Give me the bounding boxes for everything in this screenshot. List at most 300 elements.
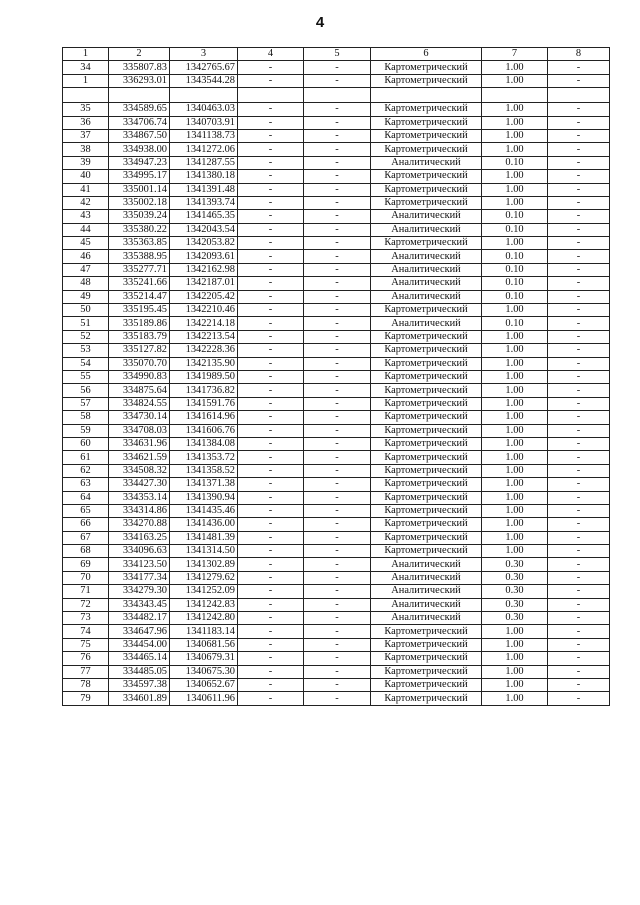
table-cell: 1341481.39 [170, 531, 238, 544]
table-row [63, 304, 610, 317]
table-cell: 1341314.50 [170, 545, 238, 558]
table-cell: 77 [63, 665, 109, 678]
table-cell: 52 [63, 330, 109, 343]
table-cell: 0.10 [482, 223, 548, 236]
table-cell: 57 [63, 397, 109, 410]
table-cell: 75 [63, 638, 109, 651]
table-cell: Картометрический [371, 665, 482, 678]
table-cell: - [548, 330, 610, 343]
table-cell: 1.00 [482, 116, 548, 129]
table-row [63, 196, 610, 209]
table-cell: - [548, 692, 610, 705]
table-cell: - [304, 304, 371, 317]
table-cell: - [304, 397, 371, 410]
table-cell: - [304, 424, 371, 437]
table-row [63, 437, 610, 450]
table-row [63, 598, 610, 611]
table-cell: Аналитический [371, 571, 482, 584]
table-cell: - [238, 411, 304, 424]
table-cell: 1341435.46 [170, 504, 238, 517]
table-cell: 1341242.83 [170, 598, 238, 611]
table-cell: 334601.89 [109, 692, 170, 705]
table-cell: - [238, 196, 304, 209]
table-cell: - [304, 625, 371, 638]
table-cell: - [304, 598, 371, 611]
table-cell [109, 88, 170, 103]
table-cell: - [238, 585, 304, 598]
table-cell: 1.00 [482, 74, 548, 87]
table-row [63, 464, 610, 477]
table-row [63, 103, 610, 116]
table-cell: - [238, 290, 304, 303]
table-cell: Картометрический [371, 196, 482, 209]
page-number: 4 [315, 14, 325, 31]
table-cell: - [238, 370, 304, 383]
table-cell: Аналитический [371, 210, 482, 223]
table-cell: - [238, 263, 304, 276]
table-cell: - [548, 170, 610, 183]
table-cell: 0.30 [482, 558, 548, 571]
table-cell: - [548, 545, 610, 558]
table-cell: 1.00 [482, 504, 548, 517]
table-cell: 0.10 [482, 210, 548, 223]
table-cell: Картометрический [371, 397, 482, 410]
table-cell: 70 [63, 571, 109, 584]
table-row [63, 397, 610, 410]
table-cell: 1.00 [482, 143, 548, 156]
table-row [63, 504, 610, 517]
table-cell: 1341393.74 [170, 196, 238, 209]
table-row [63, 625, 610, 638]
column-header-8: 8 [548, 48, 610, 61]
table-cell: 1.00 [482, 665, 548, 678]
table-cell: Картометрический [371, 116, 482, 129]
table-cell: 335001.14 [109, 183, 170, 196]
table-cell: - [548, 598, 610, 611]
table-cell: 49 [63, 290, 109, 303]
table-cell: 71 [63, 585, 109, 598]
table-cell: - [548, 411, 610, 424]
table-header [63, 48, 610, 61]
table-cell: 50 [63, 304, 109, 317]
table-cell: 1.00 [482, 237, 548, 250]
table-cell: 334270.88 [109, 518, 170, 531]
table-cell: - [238, 397, 304, 410]
table-cell: 1 [63, 74, 109, 87]
table-cell: 1341279.62 [170, 571, 238, 584]
table-row [63, 237, 610, 250]
table-cell: 1.00 [482, 545, 548, 558]
table-row [63, 424, 610, 437]
table-cell: 334279.30 [109, 585, 170, 598]
column-header-2: 2 [109, 48, 170, 61]
table-row [63, 411, 610, 424]
table-cell: - [304, 451, 371, 464]
table-row [63, 116, 610, 129]
table-cell: - [238, 424, 304, 437]
table-cell: 1342228.36 [170, 344, 238, 357]
table-cell: 1340703.91 [170, 116, 238, 129]
table-cell: 47 [63, 263, 109, 276]
table-cell: 59 [63, 424, 109, 437]
table-cell: - [548, 370, 610, 383]
table-cell: Картометрический [371, 491, 482, 504]
table-cell: 1342765.67 [170, 61, 238, 74]
table-cell: 1341391.48 [170, 183, 238, 196]
table-cell: 1.00 [482, 344, 548, 357]
table-cell: 0.30 [482, 612, 548, 625]
table-row [63, 61, 610, 74]
table-cell: 335388.95 [109, 250, 170, 263]
table-cell: 1341353.72 [170, 451, 238, 464]
table-row [63, 277, 610, 290]
table-cell: 1341465.35 [170, 210, 238, 223]
table-cell: Аналитический [371, 223, 482, 236]
table-cell: - [238, 156, 304, 169]
table-row [63, 74, 610, 87]
table-cell: 335214.47 [109, 290, 170, 303]
table-cell: - [238, 692, 304, 705]
table-cell: Картометрический [371, 531, 482, 544]
table-cell: 44 [63, 223, 109, 236]
table-cell: 334465.14 [109, 652, 170, 665]
table-cell: 1.00 [482, 625, 548, 638]
table-cell: 335277.71 [109, 263, 170, 276]
table-cell: 334621.59 [109, 451, 170, 464]
table-cell: 1341436.00 [170, 518, 238, 531]
table-row [63, 612, 610, 625]
table-cell: - [238, 545, 304, 558]
table-cell: - [238, 478, 304, 491]
table-row [63, 344, 610, 357]
table-cell: 1341358.52 [170, 464, 238, 477]
table-cell: - [548, 384, 610, 397]
table-cell: - [548, 437, 610, 450]
coordinates-table [62, 47, 610, 706]
table-cell: - [238, 571, 304, 584]
table-cell: Картометрический [371, 451, 482, 464]
table-cell: - [238, 504, 304, 517]
table-cell: Аналитический [371, 156, 482, 169]
table-cell: 1.00 [482, 103, 548, 116]
table-cell: - [304, 210, 371, 223]
table-cell: - [304, 504, 371, 517]
table-cell: 335195.45 [109, 304, 170, 317]
table-cell: 1.00 [482, 478, 548, 491]
table-cell: 1342093.61 [170, 250, 238, 263]
table-cell: - [238, 491, 304, 504]
header-row [63, 48, 610, 61]
table-cell: 1342214.18 [170, 317, 238, 330]
table-cell: - [238, 304, 304, 317]
table-cell: - [548, 652, 610, 665]
table-cell: 73 [63, 612, 109, 625]
table-cell: - [304, 652, 371, 665]
table-cell: - [238, 531, 304, 544]
table-cell: 1340652.67 [170, 678, 238, 691]
table-cell: - [304, 290, 371, 303]
table-cell: 0.10 [482, 277, 548, 290]
table-cell: - [548, 638, 610, 651]
table-cell: - [238, 103, 304, 116]
table-row [63, 223, 610, 236]
table-cell: - [238, 116, 304, 129]
table-cell: 1341384.08 [170, 437, 238, 450]
table-cell: - [238, 357, 304, 370]
table-cell: 0.10 [482, 250, 548, 263]
table-cell: Аналитический [371, 558, 482, 571]
table-cell: - [238, 183, 304, 196]
table-cell: Картометрический [371, 437, 482, 450]
table-cell: Картометрический [371, 692, 482, 705]
table-cell: Картометрический [371, 678, 482, 691]
table-cell: 1.00 [482, 437, 548, 450]
table-cell: 1.00 [482, 61, 548, 74]
table-cell: - [548, 143, 610, 156]
table-cell: Картометрический [371, 237, 482, 250]
table-cell: Картометрический [371, 357, 482, 370]
table-row [63, 558, 610, 571]
table-cell: - [548, 665, 610, 678]
table-cell: 1341302.89 [170, 558, 238, 571]
table-cell: 1341614.96 [170, 411, 238, 424]
table-cell: - [548, 263, 610, 276]
column-header-3: 3 [170, 48, 238, 61]
table-cell: Картометрический [371, 183, 482, 196]
table-cell: - [548, 625, 610, 638]
column-header-4: 4 [238, 48, 304, 61]
table-cell: - [548, 103, 610, 116]
table-cell: Картометрический [371, 304, 482, 317]
table-cell: - [238, 652, 304, 665]
table-cell: - [304, 665, 371, 678]
table-cell: 334508.32 [109, 464, 170, 477]
table-cell: 37 [63, 129, 109, 142]
table-cell: 1342053.82 [170, 237, 238, 250]
table-cell: Аналитический [371, 250, 482, 263]
table-cell: Аналитический [371, 317, 482, 330]
table-cell: 335183.79 [109, 330, 170, 343]
table-cell: Картометрический [371, 344, 482, 357]
table-cell: 43 [63, 210, 109, 223]
table-row [63, 665, 610, 678]
table-cell: - [238, 384, 304, 397]
table-cell: 1.00 [482, 196, 548, 209]
table-cell: - [548, 504, 610, 517]
table-cell: - [238, 638, 304, 651]
table-cell: 55 [63, 370, 109, 383]
table-cell: - [304, 223, 371, 236]
table-cell: 74 [63, 625, 109, 638]
table-row [63, 692, 610, 705]
table-cell: - [238, 464, 304, 477]
table-cell: - [238, 625, 304, 638]
table-cell: 1341736.82 [170, 384, 238, 397]
table-cell: 334163.25 [109, 531, 170, 544]
table-cell: 39 [63, 156, 109, 169]
table-cell: - [304, 103, 371, 116]
table-cell: - [238, 143, 304, 156]
table-cell: Картометрический [371, 518, 482, 531]
table-cell: - [548, 237, 610, 250]
table-cell: - [548, 397, 610, 410]
table-cell: 61 [63, 451, 109, 464]
table-row [63, 652, 610, 665]
table-cell: - [304, 143, 371, 156]
table-cell: 334314.86 [109, 504, 170, 517]
table-cell: - [548, 451, 610, 464]
table-cell: - [548, 223, 610, 236]
table-cell: 0.10 [482, 290, 548, 303]
table-cell: Аналитический [371, 290, 482, 303]
table-cell: 334990.83 [109, 370, 170, 383]
table-cell: - [548, 424, 610, 437]
table-cell: - [304, 263, 371, 276]
table-cell: - [304, 384, 371, 397]
table-cell: 1341242.80 [170, 612, 238, 625]
table-cell: 1.00 [482, 692, 548, 705]
table-cell: 1342135.90 [170, 357, 238, 370]
table-cell: 0.30 [482, 598, 548, 611]
table-cell: - [238, 612, 304, 625]
table-cell: 334938.00 [109, 143, 170, 156]
table-cell: 35 [63, 103, 109, 116]
table-cell [482, 88, 548, 103]
table-cell: 1340675.30 [170, 665, 238, 678]
table-cell: - [304, 196, 371, 209]
table-cell: 60 [63, 437, 109, 450]
table-row [63, 330, 610, 343]
table-cell: 65 [63, 504, 109, 517]
table-cell: Аналитический [371, 598, 482, 611]
table-cell: Картометрический [371, 478, 482, 491]
table-cell: 334485.05 [109, 665, 170, 678]
table-cell: - [304, 585, 371, 598]
table-cell: Картометрический [371, 545, 482, 558]
table-cell: 34 [63, 61, 109, 74]
table-cell: 1.00 [482, 638, 548, 651]
table-cell: 1.00 [482, 518, 548, 531]
table-cell: 1.00 [482, 129, 548, 142]
table-cell: 79 [63, 692, 109, 705]
table-cell: 1.00 [482, 370, 548, 383]
table-cell: 72 [63, 598, 109, 611]
table-cell: Картометрический [371, 143, 482, 156]
table-cell: 45 [63, 237, 109, 250]
table-cell: 41 [63, 183, 109, 196]
table-cell: 0.30 [482, 585, 548, 598]
table-row [63, 384, 610, 397]
table-cell: 336293.01 [109, 74, 170, 87]
table-cell: 334824.55 [109, 397, 170, 410]
table-cell: 1.00 [482, 170, 548, 183]
table-cell: - [304, 330, 371, 343]
table-cell: - [304, 558, 371, 571]
table-cell: 1.00 [482, 397, 548, 410]
table-cell: 334730.14 [109, 411, 170, 424]
table-cell: 1.00 [482, 183, 548, 196]
table-cell: - [548, 678, 610, 691]
table-cell: 335127.82 [109, 344, 170, 357]
table-cell: Картометрический [371, 625, 482, 638]
table-cell: - [238, 223, 304, 236]
table-cell [238, 88, 304, 103]
table-cell: 42 [63, 196, 109, 209]
table-cell: - [238, 344, 304, 357]
table-row [63, 545, 610, 558]
table-cell: - [548, 464, 610, 477]
table-cell: Картометрический [371, 103, 482, 116]
table-cell: - [238, 665, 304, 678]
table-cell: Картометрический [371, 170, 482, 183]
table-cell: - [304, 612, 371, 625]
table-cell: - [548, 116, 610, 129]
table-cell: - [304, 692, 371, 705]
table-cell: 334482.17 [109, 612, 170, 625]
table-row [63, 491, 610, 504]
table-row [63, 638, 610, 651]
table-cell: 38 [63, 143, 109, 156]
table-cell: 1341287.55 [170, 156, 238, 169]
table-cell: - [548, 491, 610, 504]
table-cell: 64 [63, 491, 109, 504]
table-row [63, 357, 610, 370]
table-cell: 334353.14 [109, 491, 170, 504]
table-cell: 1.00 [482, 531, 548, 544]
table-cell: 1.00 [482, 424, 548, 437]
table-cell: - [304, 183, 371, 196]
table-cell: 66 [63, 518, 109, 531]
table-cell: - [238, 237, 304, 250]
table-cell: - [304, 518, 371, 531]
table-row [63, 88, 610, 103]
table-cell: - [548, 156, 610, 169]
table-cell: Картометрический [371, 384, 482, 397]
table-cell: - [238, 250, 304, 263]
table-cell: - [304, 678, 371, 691]
table-cell: 334597.38 [109, 678, 170, 691]
table-cell: 334947.23 [109, 156, 170, 169]
table-cell: 1341252.09 [170, 585, 238, 598]
table-cell: 67 [63, 531, 109, 544]
table-cell: - [548, 250, 610, 263]
table-cell: - [548, 478, 610, 491]
table-cell: - [548, 357, 610, 370]
table-cell: 63 [63, 478, 109, 491]
table-cell: 58 [63, 411, 109, 424]
table-cell: - [304, 74, 371, 87]
table-cell: - [548, 344, 610, 357]
table-cell [63, 88, 109, 103]
table-cell: 334875.64 [109, 384, 170, 397]
column-header-5: 5 [304, 48, 371, 61]
table-row [63, 370, 610, 383]
table-cell: 334647.96 [109, 625, 170, 638]
table-cell: 1342205.42 [170, 290, 238, 303]
table-cell: 335070.70 [109, 357, 170, 370]
table-cell [304, 88, 371, 103]
table-cell: 335002.18 [109, 196, 170, 209]
table-cell: - [238, 558, 304, 571]
table-cell: 334867.50 [109, 129, 170, 142]
column-header-7: 7 [482, 48, 548, 61]
table-cell: 1341272.06 [170, 143, 238, 156]
table-cell: 1.00 [482, 357, 548, 370]
table-cell: 0.30 [482, 571, 548, 584]
table-cell: Картометрический [371, 411, 482, 424]
table-cell: - [238, 518, 304, 531]
table-cell: - [548, 317, 610, 330]
